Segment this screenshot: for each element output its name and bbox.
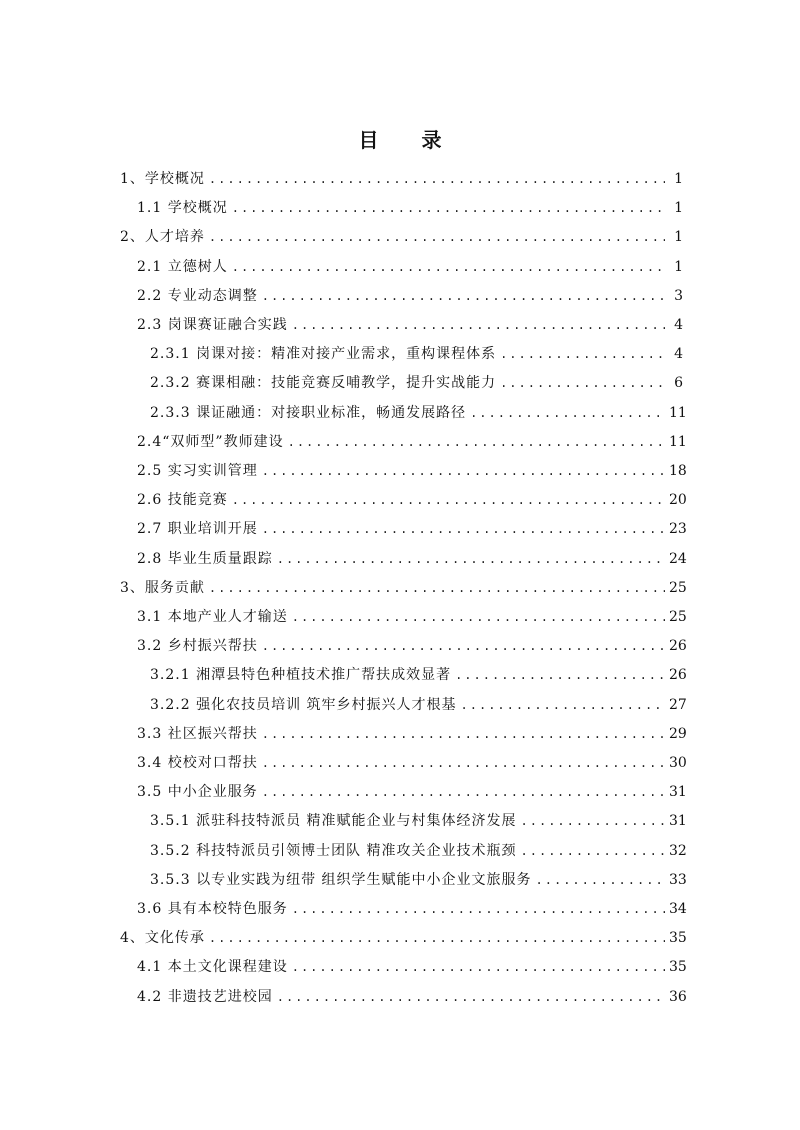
toc-entry-page: 6 — [674, 375, 683, 392]
toc-entry[interactable] — [137, 954, 687, 980]
toc-entry[interactable] — [137, 429, 687, 455]
toc-leader-dots — [277, 984, 665, 1010]
toc-entry-text: 4.2 非遗技艺进校园 — [137, 988, 273, 1005]
toc-entry-text: 2.3 岗课赛证融合实践 — [137, 317, 288, 333]
toc-entry-page: 27 — [669, 696, 687, 713]
toc-leader-dots — [470, 400, 665, 426]
toc-entry[interactable] — [137, 750, 687, 776]
toc-entry-page: 25 — [669, 609, 687, 625]
toc-entry-page: 4 — [674, 317, 683, 333]
toc-entry-text: 3.6 具有本校特色服务 — [137, 901, 288, 917]
toc-entry-text: 3.2.1 湘潭县特色种植技术推广帮扶成效显著 — [150, 667, 452, 684]
toc-leader-dots — [209, 925, 665, 951]
toc-entry-page: 25 — [669, 579, 687, 596]
toc-entry-page: 20 — [669, 492, 687, 509]
toc-entry-page: 26 — [669, 667, 687, 684]
toc-entry-text: 3.5.1 派驻科技特派员 精准赋能企业与村集体经济发展 — [150, 813, 517, 830]
toc-leader-dots — [262, 721, 665, 747]
toc-entry-text: 1、学校概况 — [120, 171, 205, 187]
toc-leader-dots — [277, 546, 665, 572]
toc-entry-text: 2.5 实习实训管理 — [137, 463, 258, 479]
toc-entry[interactable] — [137, 458, 687, 484]
toc-entry[interactable] — [150, 662, 687, 688]
toc-entry-page: 11 — [669, 404, 687, 421]
toc-entry-text: 3、服务贡献 — [120, 579, 205, 596]
toc-entry-page: 24 — [669, 550, 687, 567]
toc-entry-page: 26 — [669, 638, 687, 655]
toc-entry-text: 3.1 本地产业人才输送 — [137, 609, 288, 625]
toc-entry-page: 1 — [674, 258, 683, 275]
toc-entry[interactable] — [137, 487, 687, 513]
toc-leader-dots — [461, 692, 665, 718]
toc-entry-text: 2.8 毕业生质量跟踪 — [137, 550, 273, 567]
toc-entry[interactable] — [137, 604, 687, 630]
toc-entry-text: 3.5.2 科技特派员引领博士团队 精准攻关企业技术瓶颈 — [150, 842, 517, 859]
toc-leader-dots — [292, 604, 665, 630]
toc-leader-dots — [262, 516, 665, 542]
toc-leader-dots — [209, 166, 665, 192]
toc-entry[interactable] — [137, 633, 687, 659]
toc-entry-page: 34 — [669, 901, 687, 917]
toc-leader-dots — [232, 254, 665, 280]
toc-entry-text: 3.2 乡村振兴帮扶 — [137, 638, 258, 655]
toc-entry[interactable] — [137, 984, 687, 1010]
toc-entry[interactable] — [137, 312, 683, 338]
toc-leader-dots — [262, 633, 665, 659]
toc-leader-dots — [500, 341, 665, 367]
toc-entry[interactable] — [120, 925, 687, 951]
toc-title: 目 录 — [358, 128, 460, 152]
toc-entry-text: 2.4“双师型”教师建设 — [137, 433, 284, 450]
toc-leader-dots — [292, 954, 665, 980]
toc-entry[interactable] — [137, 283, 683, 309]
toc-entry-text: 2.6 技能竞赛 — [137, 492, 228, 509]
toc-leader-dots — [262, 750, 665, 776]
toc-leader-dots — [292, 312, 665, 338]
toc-leader-dots — [536, 867, 665, 893]
toc-leader-dots — [209, 224, 665, 250]
toc-entry-text: 2.3.2 赛课相融：技能竞赛反哺教学，提升实战能力 — [150, 375, 497, 392]
toc-entry[interactable] — [150, 808, 687, 834]
toc-entry-text: 3.5 中小企业服务 — [137, 784, 258, 801]
toc-entry-text: 1.1 学校概况 — [137, 200, 228, 217]
toc-entry-text: 2.3.3 课证融通：对接职业标准，畅通发展路径 — [150, 404, 467, 421]
toc-entry-text: 3.5.3 以专业实践为纽带 组织学生赋能中小企业文旅服务 — [150, 871, 532, 888]
toc-entry-page: 23 — [669, 521, 687, 538]
toc-leader-dots — [521, 808, 665, 834]
toc-entry[interactable] — [137, 516, 687, 542]
toc-leader-dots — [209, 575, 665, 601]
toc-leader-dots — [232, 487, 665, 513]
toc-entry-page: 32 — [669, 842, 687, 859]
toc-entry-text: 4.1 本土文化课程建设 — [137, 959, 288, 976]
toc-entry-page: 1 — [674, 200, 683, 217]
toc-entry[interactable] — [120, 575, 687, 601]
toc-entry-page: 33 — [669, 871, 687, 888]
toc-entry-text: 2、人才培养 — [120, 229, 205, 246]
toc-entry-text: 2.2 专业动态调整 — [137, 287, 258, 304]
toc-entry-page: 31 — [669, 813, 687, 830]
toc-entry[interactable] — [137, 254, 683, 280]
toc-entry[interactable] — [137, 779, 687, 805]
toc-entry-text: 4、文化传承 — [120, 930, 205, 947]
toc-entry-page: 35 — [669, 959, 687, 976]
toc-entry[interactable] — [120, 224, 683, 250]
toc-entry-page: 4 — [674, 346, 683, 363]
toc-entry[interactable] — [150, 692, 687, 718]
toc-entry-page: 18 — [669, 463, 687, 479]
toc-entry-text: 2.1 立德树人 — [137, 258, 228, 275]
toc-entry[interactable] — [137, 195, 683, 221]
toc-entry-page: 3 — [674, 287, 683, 304]
toc-entry-page: 29 — [669, 725, 687, 742]
toc-entry[interactable] — [150, 867, 687, 893]
toc-entry-text: 3.2.2 强化农技员培训 筑牢乡村振兴人才根基 — [150, 696, 457, 713]
toc-entry-page: 31 — [669, 784, 687, 801]
toc-entry[interactable] — [150, 341, 683, 367]
toc-entry-text: 3.3 社区振兴帮扶 — [137, 725, 258, 742]
toc-leader-dots — [292, 896, 665, 922]
toc-entry-text: 2.7 职业培训开展 — [137, 521, 258, 538]
toc-entry-text: 3.4 校校对口帮扶 — [137, 755, 258, 771]
toc-entry-page: 1 — [674, 229, 683, 246]
toc-entry-text: 2.3.1 岗课对接：精准对接产业需求，重构课程体系 — [150, 346, 497, 363]
toc-entry-page: 30 — [669, 755, 687, 771]
toc-entry[interactable] — [137, 546, 687, 572]
toc-leader-dots — [455, 662, 665, 688]
toc-entry[interactable] — [137, 896, 687, 922]
toc-entry-page: 35 — [669, 930, 687, 947]
toc-entry-page: 11 — [669, 433, 687, 450]
toc-leader-dots — [262, 283, 665, 309]
toc-entry[interactable] — [150, 838, 687, 864]
toc-leader-dots — [262, 458, 665, 484]
toc-leader-dots — [521, 838, 665, 864]
toc-entry[interactable] — [150, 400, 687, 426]
toc-entry[interactable] — [150, 370, 683, 396]
toc-leader-dots — [288, 429, 665, 455]
toc-entry-page: 1 — [674, 171, 683, 187]
toc-leader-dots — [500, 370, 665, 396]
toc-leader-dots — [262, 779, 665, 805]
toc-entry[interactable] — [120, 166, 683, 192]
toc-entry-page: 36 — [669, 988, 687, 1005]
toc-leader-dots — [232, 195, 665, 221]
toc-entry[interactable] — [137, 721, 687, 747]
